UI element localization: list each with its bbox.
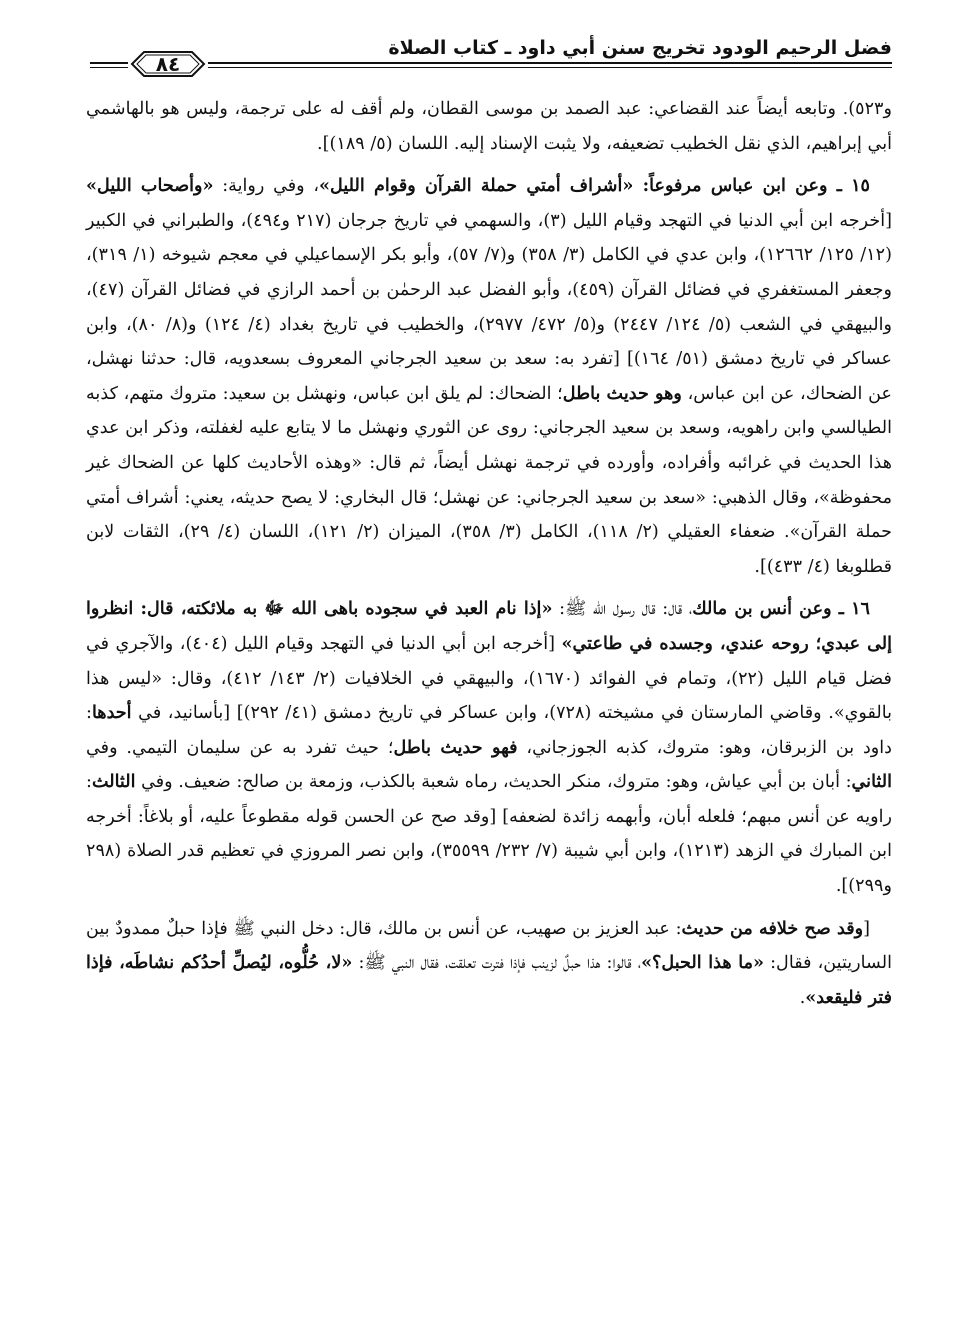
bold-text-run: وهو حديث باطل bbox=[562, 382, 682, 404]
bold-text-run: فهو حديث باطل bbox=[393, 736, 518, 758]
paragraph-contrary-hadith bbox=[86, 912, 892, 1016]
text-run: و٥٢٣). وتابعه أيضاً عند القضاعي: عبد الصمد بن موسى القطان، ولم أقف له على ترجمة، وليس هو بالهاشمي أبي إبراهيم، الذي نقل الخطيب تضعيفه، ولا يثبت الإسناد إليه. اللسان (٥/ ١٨٩)]. bbox=[86, 99, 892, 154]
text-run: . bbox=[799, 987, 806, 1008]
paragraph-hadith-16 bbox=[86, 592, 892, 903]
running-header bbox=[90, 30, 892, 58]
text-run: ؛ الضحاك: لم يلق ابن عباس، ونهشل بن سعيد: متروك متهم، كذبه الطيالسي وابن راهويه، وسعد بن سعيد الجرجاني: روى عن الثوري ونهشل ما لا يتابع عليه لغفلته، وذكر ابن عدي هذا الحديث في غرائبه وأفراده، وأورده في ترجمة نهشل أيضاً، ثم قال: «وهذه الأحاديث كلها عن الضحاك غير محفوظة»، وقال الذهبي: «سعد بن سعيد الجرجاني: عن نهشل؛ قال البخاري: لا يصح حديثه، يعني: أشراف أمتي حملة القرآن». ضعفاء العقيلي (٢/ ١١٨)، الكامل (٣/ ٣٥٨)، الميزان (٢/ ١٢١)، اللسان (٤/ ٢٩)، الثقات لابن قطلوبغا (٤/ ٤٣٣)]. bbox=[86, 383, 892, 577]
paragraph-hadith-15 bbox=[86, 169, 892, 584]
bold-text-run: الثالث bbox=[91, 771, 136, 793]
text-run: ، وفي رواية: bbox=[213, 176, 320, 197]
text-run: : أبان بن أبي عياش، وهو: متروك، منكر الحديث، رماه شعبة بالكذب، وزمعة بن صالح: ضعيف. وفي bbox=[135, 772, 852, 793]
bold-text-run: «وأصحاب الليل» bbox=[86, 175, 214, 197]
page-number-ornament bbox=[128, 48, 208, 80]
header-rule-thick bbox=[90, 62, 892, 64]
bold-text-run: «ما هذا الحبل؟» bbox=[641, 952, 765, 974]
text-run: [ bbox=[863, 918, 870, 939]
text-run: [أخرجه ابن أبي الدنيا في التهجد وقيام الليل (٣)، والسهمي في تاريخ جرجان (٢١٧ و٤٩٤)، والطبراني في الكبير (١٢/ ١٢٥/ ١٢٦٦٢)، وابن عدي في الكامل (٣/ ٣٥٨) و(٧/ ٥٧)، وأبو بكر الإسماعيلي في معجم شيوخه (١/ ٣١٩)، وجعفر المستغفري في فضائل القرآن (٤٥٩)، وأبو الفضل عبد الرحمٰن بن أحمد الرازي في فضائل القرآن (٤٧)، والبيهقي في الشعب (٥/ ١٢٤/ ٢٤٤٧) و(٥/ ٤٧٢/ ٢٩٧٧)، والخطيب في تاريخ بغداد (٤/ ١٢٤) و(٨/ ٨٠)، وابن عساكر في تاريخ دمشق (٥١/ ١٦٤)] [تفرد به: سعد بن سعيد الجرجاني المعروف بسعدويه، قال: حدثنا نهشل، عن الضحاك، عن ابن عباس، bbox=[86, 210, 893, 404]
bold-text-run: «إذا نام العبد في سجوده باهى الله ﷻ به ملائكته، قال: انظروا إلى عبدي؛ روحه عندي، وجسده في طاعتي» bbox=[86, 598, 892, 654]
running-title: فضل الرحيم الودود تخريج سنن أبي داود ـ كتاب الصلاة bbox=[388, 37, 892, 59]
bold-text-run: وقد صح خلافه من حديث bbox=[681, 917, 864, 939]
page-number: ٨٤ bbox=[155, 52, 181, 76]
bold-text-run: «لا، حُلُّوه، ليُصلِّ أحدُكم نشاطَه، فإذا فتر فليقعد» bbox=[86, 952, 892, 1008]
bold-text-run: الثاني bbox=[851, 771, 892, 793]
header-rule-thin bbox=[90, 67, 892, 68]
text-run: [أخرجه ابن أبي الدنيا في التهجد وقيام الليل (٤٠٤)، والآجري في فضل قيام الليل (٢٢)، وتمام في الفوائد (١٦٧٠)، والبيهقي في الخلافيات (٢/ ١٤٣/ ٤١٢)، وقال: «ليس هذا بالقوي». وقاضي المارستان في مشيخته (٧٢٨)، وابن عساكر في تاريخ دمشق (٤١/ ٢٩٢)] [بأسانيد، في bbox=[86, 633, 892, 724]
text-run: ، قال: قال رسول الله ﷺ: bbox=[552, 599, 693, 620]
page-body bbox=[86, 92, 892, 1023]
text-run: : داود بن الزبرقان، وهو: متروك، كذبه الجوزجاني، bbox=[86, 703, 892, 758]
bold-text-run: أحدها bbox=[91, 702, 132, 724]
paragraph-continuation bbox=[86, 92, 892, 161]
text-run: ؛ حيث تفرد به عن سليمان التيمي. وفي bbox=[86, 737, 394, 758]
text-run: : عبد العزيز بن صهيب، عن أنس بن مالك، قال: دخل النبي ﷺ فإذا حبلٌ ممدودٌ بين الساريتين، فقال: bbox=[86, 918, 892, 974]
text-run: ، قالوا: هذا حبلٌ لزينب فإذا فترت تعلقت، فقال النبي ﷺ: bbox=[352, 953, 642, 974]
text-run: : راويه عن أنس مبهم؛ فلعله أبان، وأبهمه زائدة لضعفه] [وقد صح عن الحسن قوله مقطوعاً عليه، أو بلاغاً: أخرجه ابن المبارك في الزهد (١٢١٣)، وابن أبي شيبة (٧/ ٢٣٢/ ٣٥٥٩٩)، وابن نصر المروزي في تعظيم قدر الصلاة (٢٩٨ و٢٩٩)]. bbox=[86, 772, 892, 897]
bold-text-run: ١٦ ـ وعن أنس بن مالك bbox=[692, 598, 870, 620]
bold-text-run: ١٥ ـ وعن ابن عباس مرفوعاً: «أشراف أمتي حملة القرآن وقوام الليل» bbox=[319, 175, 871, 197]
